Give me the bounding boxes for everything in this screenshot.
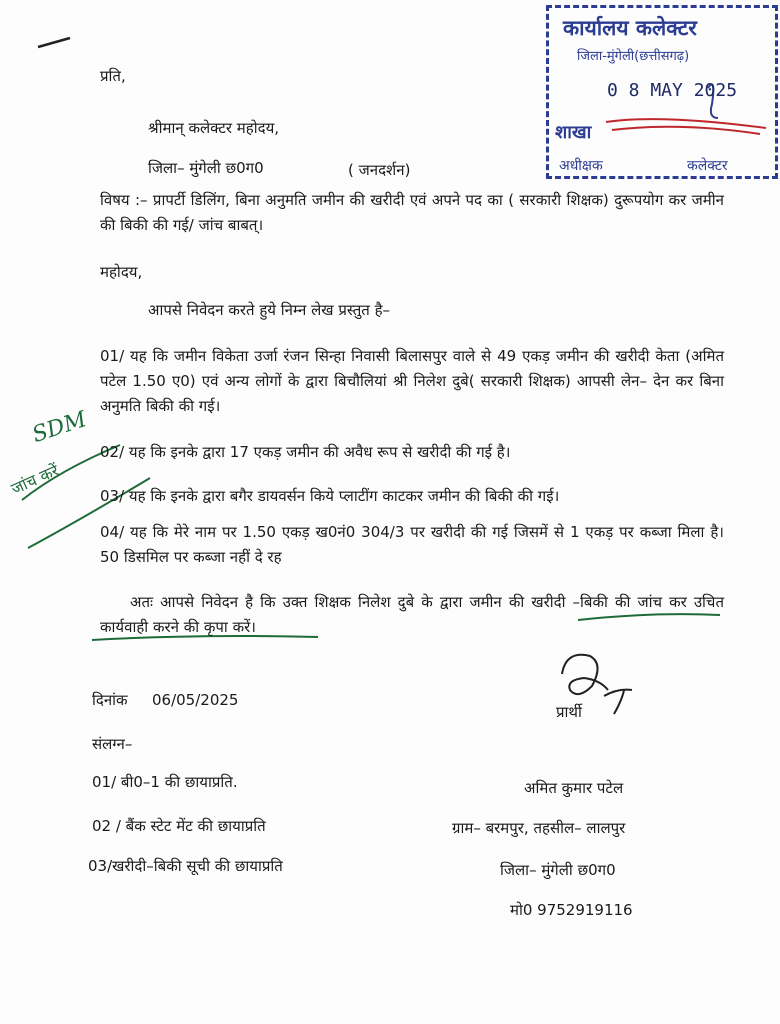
letter-salutation: श्रीमान् कलेक्टर महोदय, [148, 119, 280, 137]
letter-mahoday: महोदय, [100, 263, 143, 281]
sender-district: जिला– मुंगेली छ0ग0 [500, 861, 616, 879]
letter-request: अतः आपसे निवेदन है कि उक्त शिक्षक निलेश दुबे के द्वारा जमीन की खरीदी –बिकी की जांच कर उचित कार्यवाही करने की कृपा करें। [100, 593, 724, 636]
stamp-officer-left: अधीक्षक [559, 158, 603, 174]
enclosure-item: 03/खरीदी–बिकी सूची की छायाप्रति [88, 857, 283, 875]
sender-name: अमित कुमार पटेल [524, 779, 624, 797]
stamp-date: 0 8 MAY 2025 [607, 80, 738, 101]
date-label: दिनांक [92, 691, 128, 709]
stamp-district: जिला-मुंगेली(छत्तीसगढ़) [577, 49, 690, 64]
point-1: 01/ यह कि जमीन विकेता उर्जा रंजन सिन्हा निवासी बिलासपुर वाले से 49 एकड़ जमीन की खरीदी केता (अमित पटेल 1.50 ए0) एवं अन्य लोगों के द्वारा बिचौलियां श्री निलेश दुबे( सरकारी शिक्षक) आपसी लेन– देन कर बिना अनुमति बिकी की गई। [100, 347, 724, 415]
enclosure-item: 01/ बी0–1 की छायाप्रति. [92, 773, 238, 791]
letter-prati: प्रति, [100, 67, 126, 85]
pen-stroke [38, 38, 70, 47]
applicant-label: प्रार्थी [556, 703, 582, 721]
stamp-officer-right: कलेक्टर [687, 158, 728, 174]
stamp-branch-label: शाखा [555, 122, 592, 143]
stamp-office: कार्यालय कलेक्टर [563, 16, 697, 40]
handwritten-note: जांच करें [8, 460, 62, 499]
point-3: 03/ यह कि इनके द्वारा बगैर डायवर्सन किये प्लाटींग काटकर जमीन की बिकी की गई। [100, 487, 560, 505]
letter-jandarshan: ( जनदर्शन) [348, 161, 411, 179]
letter-date: 06/05/2025 [152, 691, 239, 709]
letter-subject: विषय :– प्रापर्टी डिलिंग, बिना अनुमति जमीन की खरीदी एवं अपने पद का ( सरकारी शिक्षक) दुरूपयोग कर जमीन की बिकी की गई/ जांच बाबत्। [100, 191, 724, 234]
handwritten-sdm: SDM [29, 407, 90, 448]
sender-phone: मो0 9752919116 [510, 901, 633, 919]
enclosure-item: 02 / बैंक स्टेट मेंट की छायाप्रति [92, 817, 266, 835]
letter-district: जिला– मुंगेली छ0ग0 [148, 159, 264, 177]
letter-intro: आपसे निवेदन करते हुये निम्न लेख प्रस्तुत है– [148, 301, 391, 319]
point-4: 04/ यह कि मेरे नाम पर 1.50 एकड़ ख0नं0 304/3 पर खरीदी की गई जिसमें से 1 एकड़ पर कब्जा मिला है। 50 डिसमिल पर कब्जा नहीं दे रह [100, 523, 724, 566]
point-2: 02/ यह कि इनके द्वारा 17 एकड़ जमीन की अवैध रूप से खरीदी की गई है। [100, 443, 511, 461]
sender-address: ग्राम– बरमपुर, तहसील– लालपुर [452, 819, 626, 837]
enclosure-label: संलग्न– [92, 735, 133, 753]
received-stamp [546, 5, 778, 179]
